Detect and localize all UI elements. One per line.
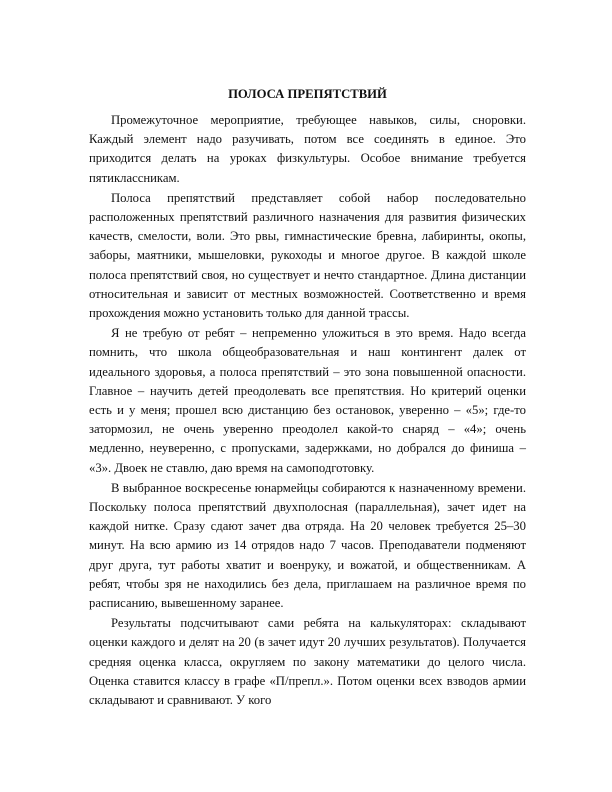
document-title: ПОЛОСА ПРЕПЯТСТВИЙ	[228, 87, 387, 101]
document-body	[89, 85, 526, 711]
paragraph-results: Результаты подсчитывают сами ребята на калькуляторах: складывают оценки каждого и делят на 20 (в зачет идут 20 лучших результатов). Получается средняя оценка класса, округляем по закону математики до целого числа. Оценка ставится классу в графе «П/препл.». Потом оценки всех взводов армии складывают и сравнивают. У кого	[89, 616, 526, 708]
paragraph-criteria: Я не требую от ребят – непременно уложиться в это время. Надо всегда помнить, что школа общеобразовательная и наш контингент далек от идеального здоровья, а полоса препятствий – это зона повышенной опасности. Главное – научить детей преодолевать все препятствия. Но критерий оценки есть и у меня; прошел всю дистанцию без остановок, уверенно – «5»; где-то затормозил, не очень уверенно преодолел какой-то снаряд – «4»; очень медленно, неуверенно, с пропусками, задержками, но добрался до финиша – «3». Двоек не ставлю, даю время на самоподготовку.	[89, 326, 526, 475]
paragraph-intro: Промежуточное мероприятие, требующее навыков, силы, сноровки. Каждый элемент надо разучивать, потом все соединять в единое. Это приходится делать на уроках физкультуры. Особое внимание требуется пятиклассникам.	[89, 113, 526, 185]
paragraph-definition: Полоса препятствий представляет собой набор последовательно расположенных препятствий различного назначения для развития физических качеств, смелости, воли. Это рвы, гимнастические бревна, лабиринты, окопы, заборы, маятники, мышеловки, рукоходы и многое другое. В каждой школе полоса препятствий своя, но существует и нечто стандартное. Длина дистанции относительная и зависит от местных возможностей. Соответственно и время прохождения можно установить только для данной трассы.	[89, 190, 526, 321]
paragraph-schedule: В выбранное воскресенье юнармейцы собираются к назначенному времени. Поскольку полоса препятствий двухполосная (параллельная), зачет идет на каждой нитке. Сразу сдают зачет два отряда. На 20 человек требуется 25–30 минут. На всю армию из 14 отрядов надо 7 часов. Преподаватели подменяют друг друга, тут работы хватит и военруку, и вожатой, и общественникам. А ребят, чтобы зря не находились без дела, приглашаем на различное время по расписанию, вывешенному заранее.	[89, 480, 526, 611]
